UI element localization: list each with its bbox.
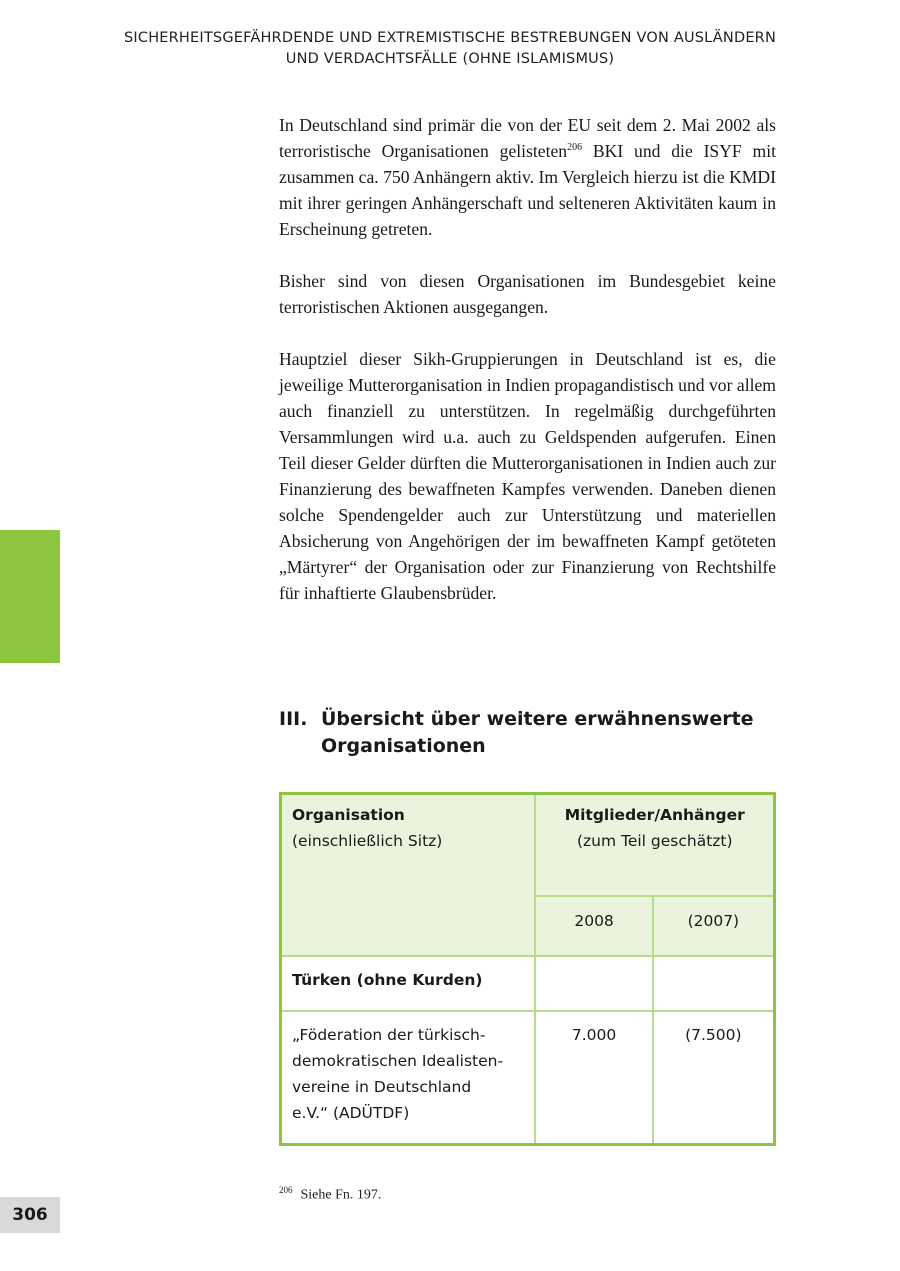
footnote-number: 206: [279, 1185, 293, 1195]
header-members-label: Mitglieder/Anhänger: [564, 806, 745, 824]
chapter-side-tab: [0, 530, 60, 663]
section-title: Übersicht über weitere erwähnenswerte Organisationen: [321, 708, 754, 757]
footnote-text: Siehe Fn. 197.: [300, 1187, 382, 1203]
body-text: [279, 112, 776, 632]
running-header-line-1: SICHERHEITSGEFÄHRDENDE UND EXTREMISTISCHE BESTREBUNGEN VON AUSLÄNDERN: [123, 30, 777, 46]
table-group-row: [281, 956, 775, 1011]
table-header-row: [281, 794, 775, 897]
paragraph-3: Hauptziel dieser Sikh-Gruppierungen in Deutschland ist es, die jeweilige Mutterorganisation in Indien propagandistisch und vor allem auch finanziell zu unterstützen. In regelmäßig durchgeführten Versammlungen wird u.a. auch zu Geldspenden aufgerufen. Einen Teil dieser Gelder dürften die Mutterorganisationen in Indien auch zur Finanzierung des bewaffneten Kampfes verwenden. Daneben dienen solche Spendengelder auch zur Unterstützung und materiellen Absicherung von Angehörigen der im bewaffneten Kampf getöteten „Märtyrer“ der Organisation oder zur Finanzierung von Rechtshilfe für inhaftierte Glaubensbrüder.: [279, 349, 776, 603]
table-row: [281, 1011, 775, 1145]
footnote: [279, 1180, 381, 1206]
header-organisation-cell: [281, 794, 536, 957]
members-current-cell: 7.000: [535, 1011, 652, 1145]
header-members-cell: [535, 794, 774, 897]
header-year-previous: (2007): [653, 896, 775, 956]
header-organisation-sublabel: (einschließlich Sitz): [292, 832, 443, 850]
running-header: [60, 28, 840, 70]
running-header-line-2: UND VERDACHTSFÄLLE (OHNE ISLAMISMUS): [285, 51, 615, 67]
paragraph-2: Bisher sind von diesen Organisationen im Bundesgebiet keine terroristischen Aktionen ausgegangen.: [279, 271, 776, 317]
header-organisation-label: Organisation: [292, 806, 405, 824]
section-heading: [279, 706, 779, 760]
footnote-reference[interactable]: 206: [567, 142, 583, 154]
page-number: 306: [0, 1197, 60, 1233]
organizations-table: [279, 792, 776, 1146]
header-members-sublabel: (zum Teil geschätzt): [576, 832, 733, 850]
group-label-cell: Türken (ohne Kurden): [281, 956, 536, 1011]
section-number: III.: [279, 708, 308, 730]
members-previous-cell: (7.500): [653, 1011, 775, 1145]
group-empty-cell-current: [535, 956, 652, 1011]
group-empty-cell-previous: [653, 956, 775, 1011]
paragraph-1-part-a: In Deutschland sind primär die von der EU seit dem 2. Mai 2002 als terroristische Organisationen gelisteten: [279, 115, 776, 161]
paragraph-1: [279, 112, 776, 242]
header-year-current: 2008: [535, 896, 652, 956]
organisation-name: „Föderation der türkisch-demokratischen Idealisten-vereine in Deutschland e.V.“ (ADÜTDF): [292, 1026, 504, 1122]
organisation-name-cell: [281, 1011, 536, 1145]
paragraph-1-part-b: BKI und die ISYF mit zusammen ca. 750 Anhängern aktiv. Im Vergleich hierzu ist die KMDI mit ihrer geringen Anhängerschaft und selteneren Aktivitäten kaum in Erscheinung getreten.: [279, 141, 776, 239]
